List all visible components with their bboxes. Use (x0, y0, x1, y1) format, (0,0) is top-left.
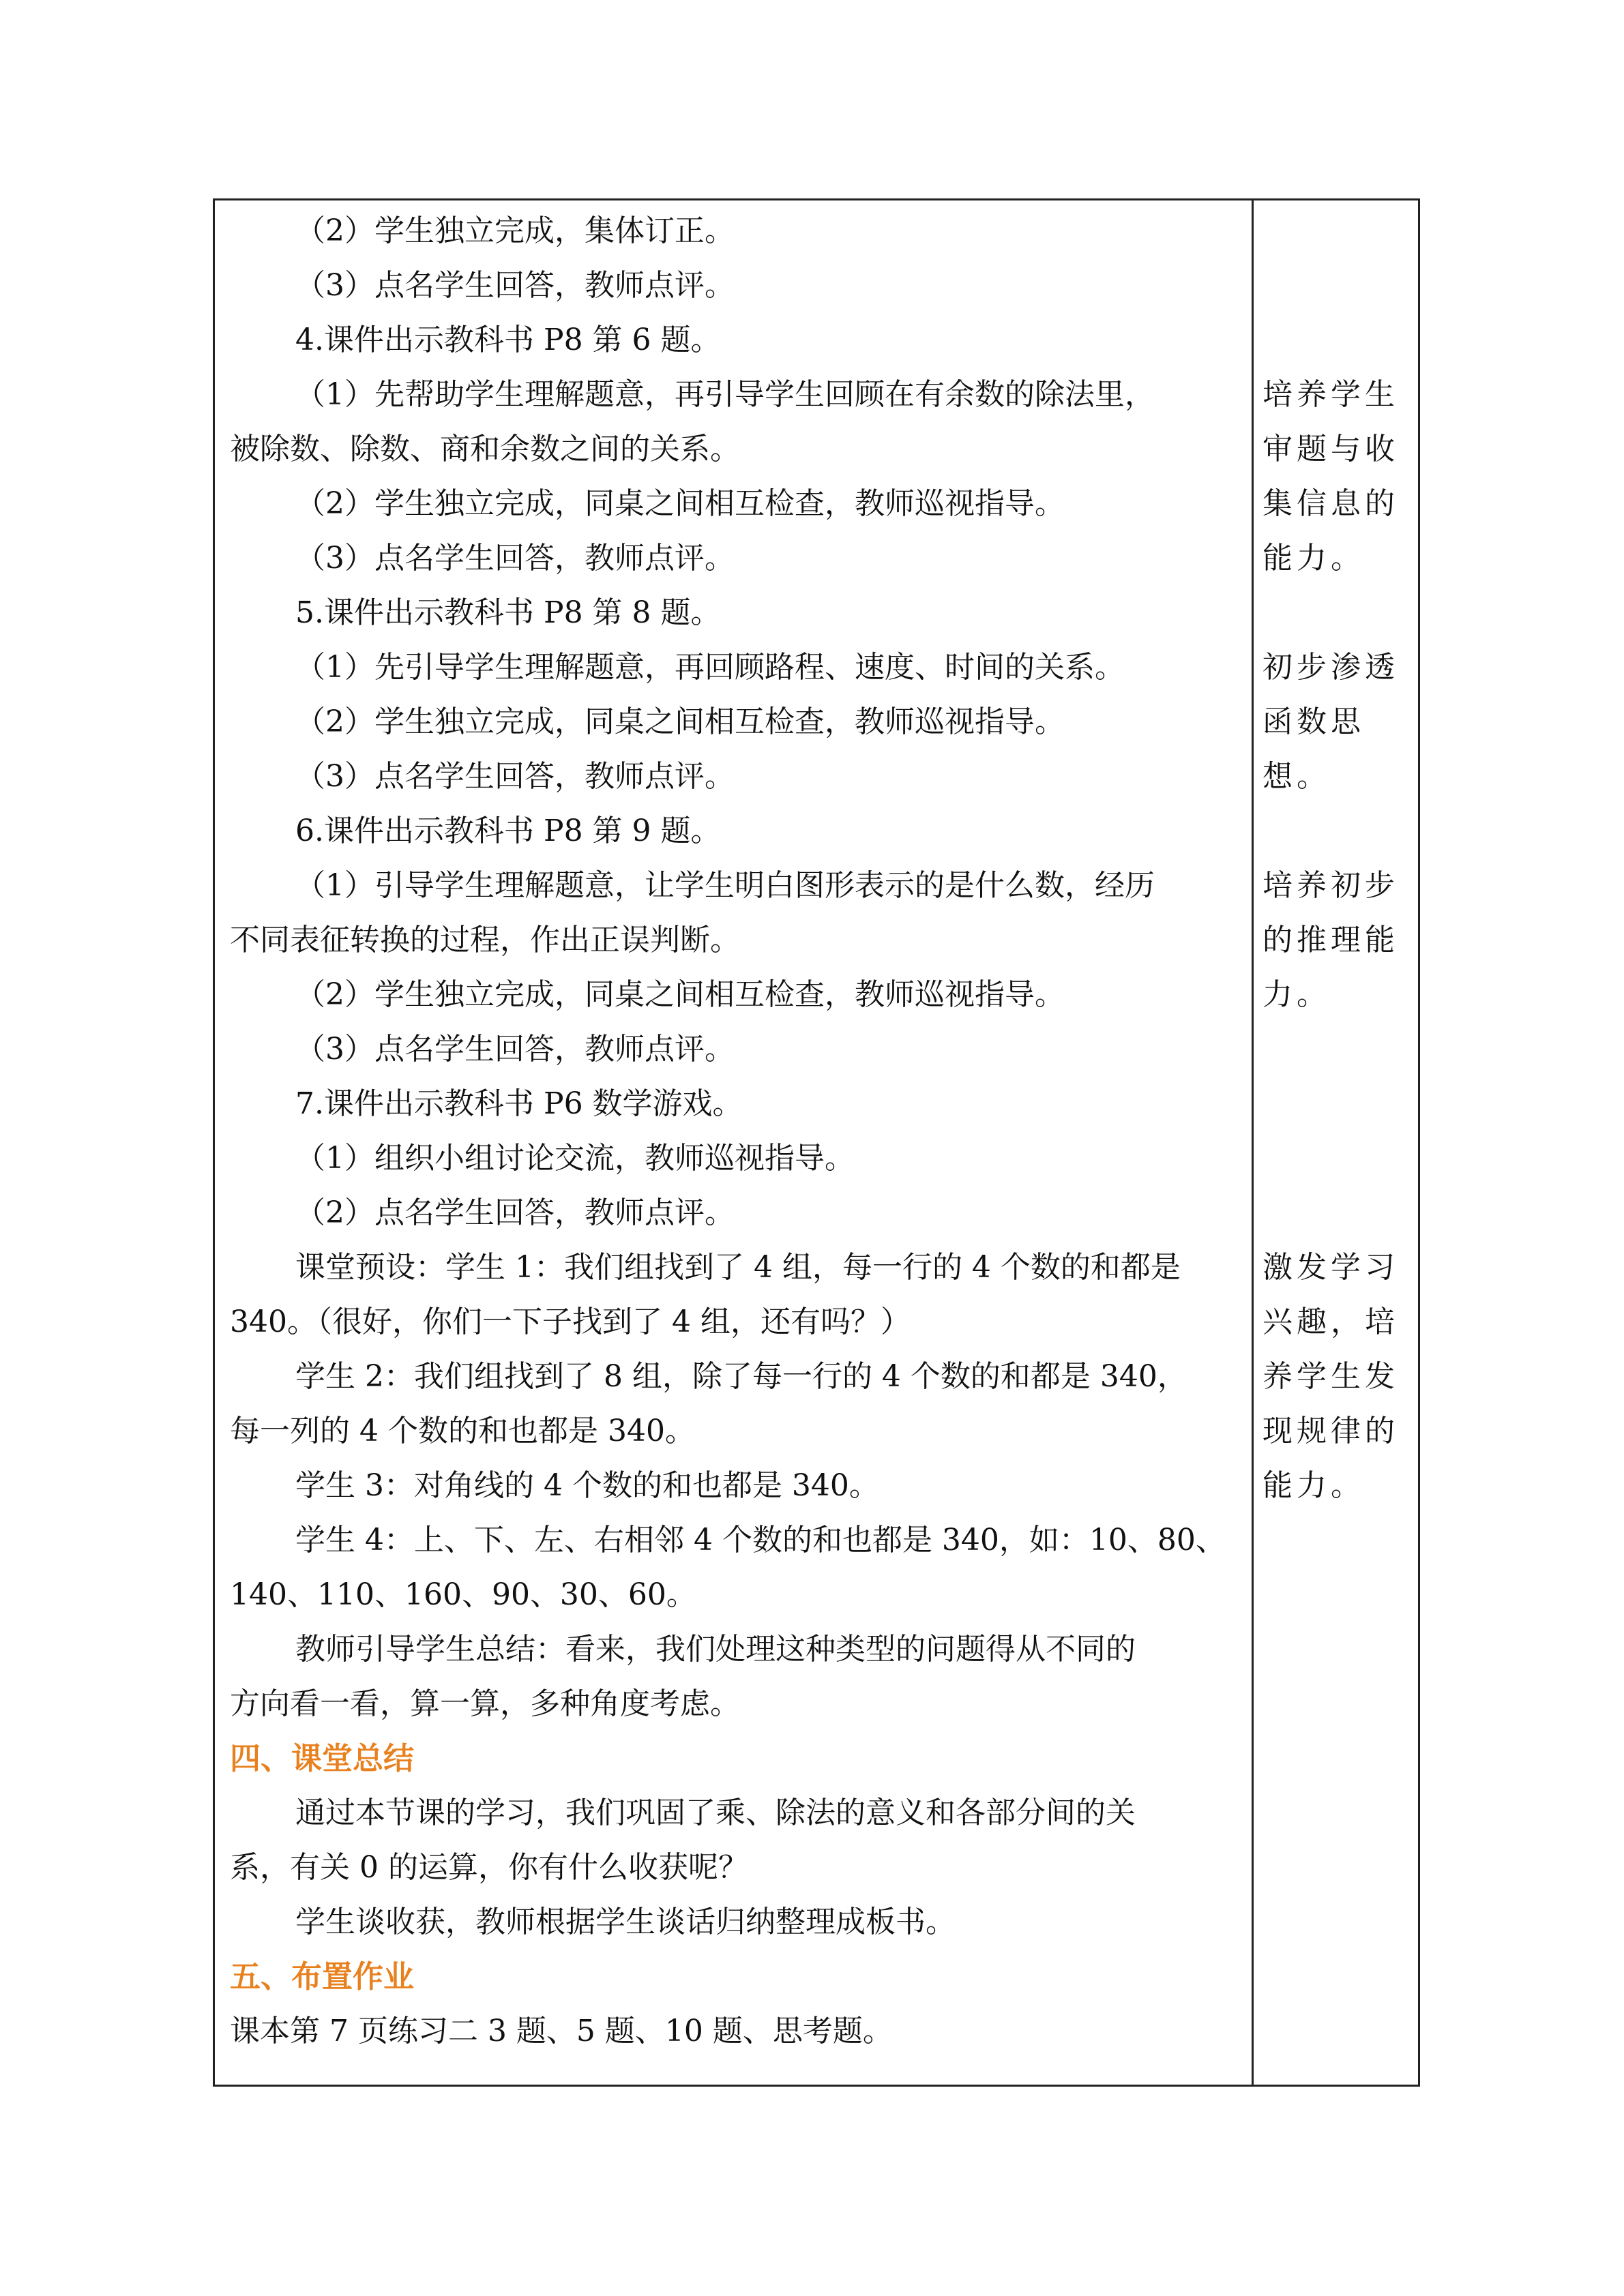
text-line: 系，有关 0 的运算，你有什么收获呢？ (230, 1850, 748, 1885)
note-line: 能力。 (1263, 1468, 1365, 1503)
text-line: （2）学生独立完成，同桌之间相互检查，教师巡视指导。 (295, 486, 1065, 521)
note-line: 兴趣，培 (1263, 1304, 1399, 1339)
text-line: （1）先帮助学生理解题意，再引导学生回顾在有余数的除法里， (295, 377, 1155, 412)
text-line: 每一列的 4 个数的和也都是 340。 (230, 1414, 695, 1448)
text-line: （3）点名学生回答，教师点评。 (295, 1032, 735, 1067)
text-line: （2）学生独立完成，同桌之间相互检查，教师巡视指导。 (295, 704, 1065, 739)
text-line: （3）点名学生回答，教师点评。 (295, 759, 735, 794)
text-line: 不同表征转换的过程，作出正误判断。 (230, 923, 740, 957)
text-line: （3）点名学生回答，教师点评。 (295, 541, 735, 576)
text-line: 4.课件出示教科书 P8 第 6 题。 (295, 323, 721, 357)
text-line: 学生谈收获，教师根据学生谈话归纳整理成板书。 (295, 1905, 956, 1939)
text-line: 通过本节课的学习，我们巩固了乘、除法的意义和各部分间的关 (295, 1795, 1136, 1830)
note-line: 集信息的 (1263, 486, 1399, 521)
text-line: （1）引导学生理解题意，让学生明白图形表示的是什么数，经历 (295, 868, 1155, 903)
text-line: 340。（很好，你们一下子找到了 4 组，还有吗？） (230, 1304, 911, 1339)
note-line: 现规律的 (1263, 1414, 1399, 1448)
note-line: 审题与收 (1263, 432, 1399, 466)
text-line: 6.课件出示教科书 P8 第 9 题。 (295, 814, 721, 848)
text-line: 教师引导学生总结：看来，我们处理这种类型的问题得从不同的 (295, 1632, 1136, 1667)
text-line: 学生 3：对角线的 4 个数的和也都是 340。 (295, 1468, 879, 1503)
note-line: 激发学习 (1263, 1250, 1399, 1285)
note-line: 培养学生 (1263, 377, 1399, 412)
text-line: （2）学生独立完成，同桌之间相互检查，教师巡视指导。 (295, 977, 1065, 1012)
text-line: 5.课件出示教科书 P8 第 8 题。 (295, 595, 721, 630)
note-line: 能力。 (1263, 541, 1365, 576)
text-line: 学生 4：上、下、左、右相邻 4 个数的和也都是 340，如：10、80、 (295, 1523, 1226, 1557)
text-line: （3）点名学生回答，教师点评。 (295, 268, 735, 303)
note-line: 力。 (1263, 977, 1331, 1012)
text-line: 课本第 7 页练习二 3 题、5 题、10 题、思考题。 (230, 2014, 893, 2048)
text-line: （1）组织小组讨论交流，教师巡视指导。 (295, 1141, 855, 1176)
text-line: （1）先引导学生理解题意，再回顾路程、速度、时间的关系。 (295, 650, 1125, 685)
column-divider (1252, 200, 1254, 2085)
text-line: 学生 2：我们组找到了 8 组，除了每一行的 4 个数的和都是 340， (295, 1359, 1187, 1394)
text-line: 被除数、除数、商和余数之间的关系。 (230, 432, 740, 466)
note-line: 的推理能 (1263, 923, 1399, 957)
text-line: （2）点名学生回答，教师点评。 (295, 1195, 735, 1230)
text-line: 课堂预设：学生 1：我们组找到了 4 组，每一行的 4 个数的和都是 (295, 1250, 1181, 1285)
lesson-table (213, 198, 1420, 2087)
text-line: 7.课件出示教科书 P6 数学游戏。 (295, 1086, 743, 1121)
text-line: 140、110、160、90、30、60。 (230, 1577, 696, 1612)
text-line: 方向看一看，算一算，多种角度考虑。 (230, 1686, 740, 1721)
note-line: 初步渗透 (1263, 650, 1399, 685)
note-line: 函数思 (1263, 704, 1365, 739)
section-heading-homework: 五、布置作业 (230, 1958, 415, 1995)
note-line: 养学生发 (1263, 1359, 1399, 1394)
text-line: （2）学生独立完成，集体订正。 (295, 213, 735, 248)
note-line: 想。 (1263, 759, 1331, 794)
note-line: 培养初步 (1263, 868, 1399, 903)
section-heading-summary: 四、课堂总结 (230, 1740, 415, 1776)
